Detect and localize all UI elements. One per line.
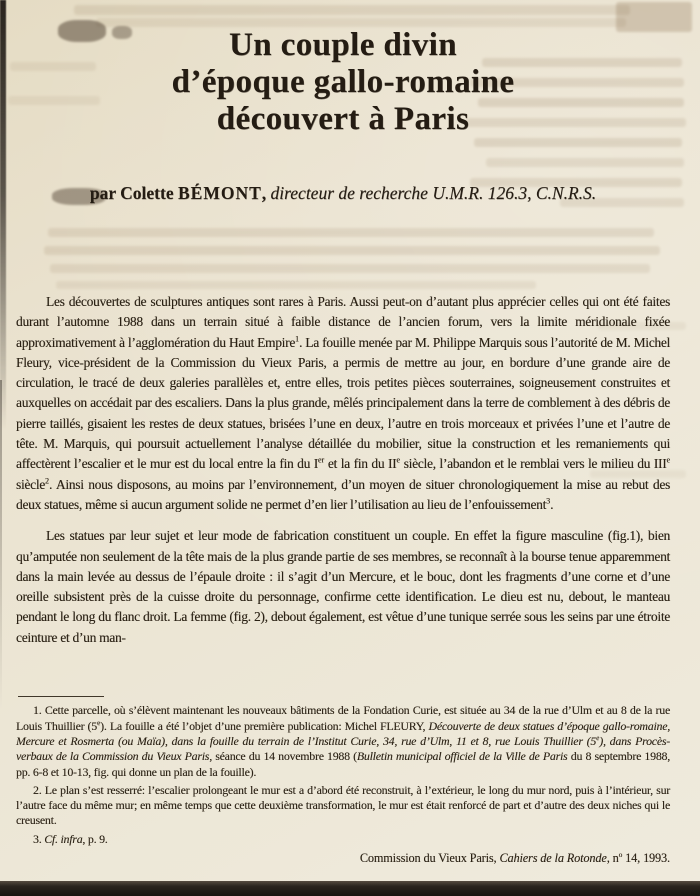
article-title [16, 27, 670, 138]
scan-edge-bottom [0, 881, 700, 896]
byline: par Colette BÉMONT, directeur de recherche U.M.R. 126.3, C.N.R.S. [89, 183, 597, 203]
article-body [16, 292, 670, 648]
title-line-3: découvert à Paris [216, 101, 470, 137]
title-line-2: d’époque gallo-romaine [171, 64, 515, 100]
scan-edge-left [0, 0, 6, 430]
paragraph-2: Les statues par leur sujet et leur mode de fabrication constituent un couple. En effet la figure masculine (fig.1), bien qu’amputée non seulement de la tête mais de la plus grande partie de ses membres, se reconnaît à la bourse tenue apparemment dans la main levée au dessus de l’épaule droite : il s’agit d’un Mercure, et le bouc, dont les fragments d’une corne et d’une oreille subsistent près de la cuisse droite du personnage, confirme cette identification. Le dieu est nu, debout, le manteau pendant le long du flanc droit. La femme (fig. 2), debout également, est vêtue d’une tunique serrée sous les seins par une étroite ceinture et d’un man- [16, 528, 670, 645]
page-content [16, 0, 670, 896]
title-line-1: Un couple divin [229, 27, 457, 63]
journal-credit: Commission du Vieux Paris, Cahiers de la Rotonde, $n^o$ 14, 1993. [359, 850, 670, 866]
scan-edge-left-thin [0, 380, 2, 710]
footnote-3: 3. Cf. infra, p. 9. [33, 831, 108, 846]
paragraph-1: Les découvertes de sculptures antiques sont rares à Paris. Aussi peut-on d’autant plus apprécier celles qui ont été faites durant l’automne 1988 dans un terrain situé à faible distance de l’ancien forum, vers la limite méridionale fixée approximativement à l’agglomération du Haut Empire$^1$. La fouille menée par M. Philippe Marquis sous l’autorité de M. Michel Fleury, vice-président de la Commission du Vieux Paris, a permis de mettre au jour, en bordure d’une grande aire de circulation, le tracé de deux galeries parallèles et, entre elles, trois petites pièces souterraines, soigneusement construites et auxquelles on accédait par des escaliers. Dans la plus grande, mêlés principalement dans la terre de comblement à des débris de pierre taillés, gisaient les restes de deux statues, brisées l’une en deux, l’autre en trois morceaux et privées l’une et l’autre de tête. M. Marquis, qui poursuit actuellement l’analyse détaillée du mobilier, situe la construction et les remaniements qui affectèrent l’escalier et le mur est du local entre la fin du Ier et la fin du IIe siècle, l’abandon et le remblai vers le milieu du IIIe siècle$^2$. Ainsi nous disposons, au moins par l’environnement, d’un moyen de situer chronologiquement la mise au rebut des deux statues, même si aucun argument solide ne permet d’en lier l’utilisation au lieu de l’enfouissement$^3$. [16, 294, 671, 512]
footnote-2: 2. Le plan s’est resserré: l’escalier prolongeant le mur est a d’abord été reconstruit, à l’extérieur, le long du mur nord, puis à l’intérieur, sur l’autre face du même mur; en même temps que cette deuxième transformation, le mur est était renforcé de part et d’autre des deux niches qui le creusent. [16, 782, 670, 828]
footnote-block [16, 696, 670, 866]
footnote-1: 1. Cette parcelle, où s’élèvent maintenant les nouveaux bâtiments de la Fondation Curie, est située au 34 de la rue d’Ulm et au 8 de la rue Louis Thuillier (5e). La fouille a été l’objet d’une première publication: Michel FLEURY, Découverte de deux statues d’époque gallo-romaine, Mercure et Rosmerta (ou Maïa), dans la fouille du terrain de l’Institut Curie, 34, rue d’Ulm, 11 et 8, rue Louis Thuillier (5e), dans Procès-verbaux de la Commission du Vieux Paris, séance du 14 novembre 1988 (Bulletin municipal officiel de la Ville de Paris du 8 septembre 1988, pp. 6-8 et 10-13, fig. qui donne un plan de la fouille). [16, 703, 671, 779]
footnote-separator [18, 696, 104, 697]
